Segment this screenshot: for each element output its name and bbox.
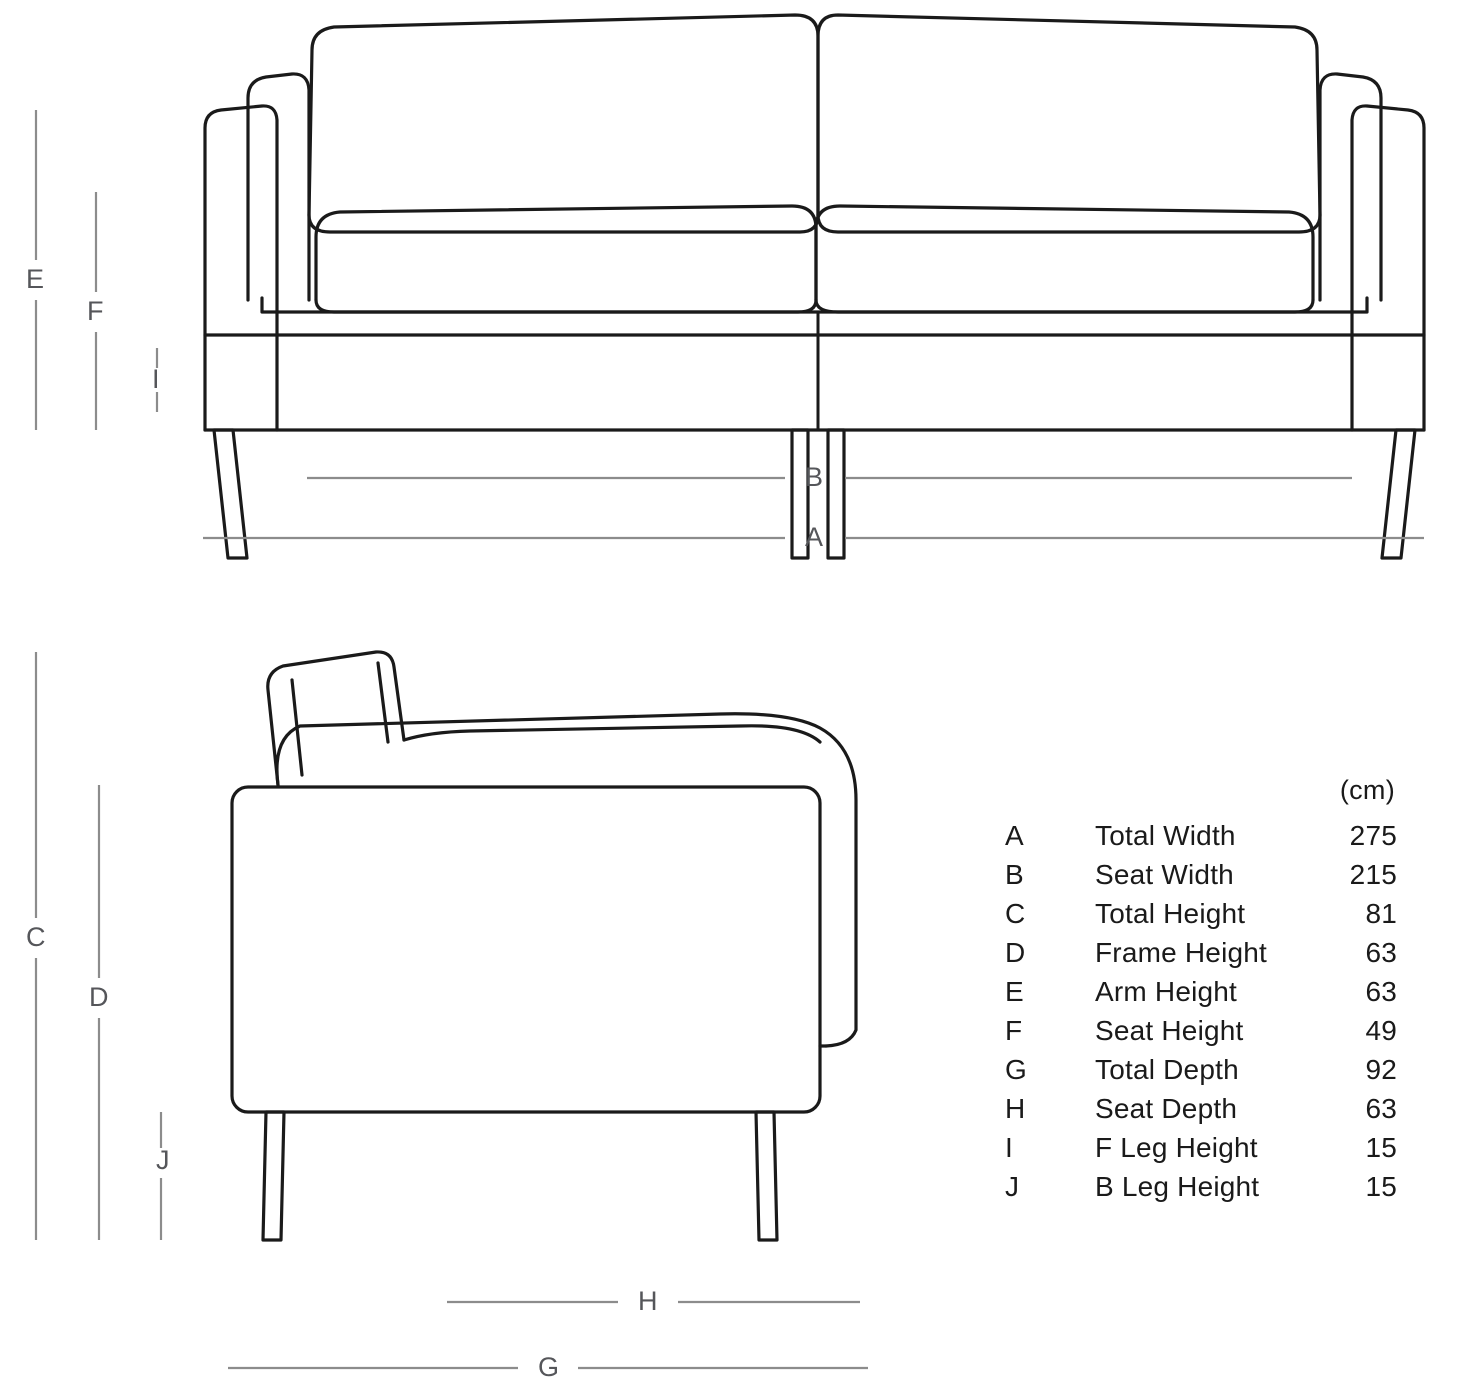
dimension-label-A: A (805, 522, 824, 552)
row-name: Seat Height (1095, 1015, 1244, 1046)
dimensions-table-rows (1005, 820, 1425, 1210)
dimension-label-J: J (156, 1145, 170, 1175)
table-row (1005, 820, 1425, 859)
table-row (1005, 937, 1425, 976)
row-name: Arm Height (1095, 976, 1238, 1007)
row-key: B (1005, 859, 1024, 890)
row-key: D (1005, 937, 1026, 968)
row-value: 15 (1365, 1132, 1397, 1163)
dimension-label-F: F (87, 296, 104, 326)
row-name: Total Height (1095, 898, 1246, 929)
row-name: Seat Depth (1095, 1093, 1238, 1124)
row-value: 63 (1365, 976, 1397, 1007)
row-key: G (1005, 1054, 1028, 1085)
table-row (1005, 898, 1425, 937)
dimension-label-B: B (805, 462, 824, 492)
row-name: Total Depth (1095, 1054, 1239, 1085)
unit-label: (cm) (1339, 775, 1395, 805)
row-value: 215 (1349, 859, 1397, 890)
row-value: 63 (1365, 1093, 1397, 1124)
dimension-label-D: D (89, 982, 109, 1012)
leg (263, 1112, 284, 1240)
row-key: A (1005, 820, 1024, 851)
dimension-label-G: G (538, 1352, 560, 1382)
row-name: Seat Width (1095, 859, 1234, 890)
row-name: Frame Height (1095, 937, 1268, 968)
row-key: I (1005, 1132, 1014, 1163)
row-value: 81 (1365, 898, 1397, 929)
row-value: 15 (1365, 1171, 1397, 1202)
dimension-label-H: H (638, 1286, 658, 1316)
row-value: 49 (1365, 1015, 1397, 1046)
leg (756, 1112, 777, 1240)
dimension-label-C: C (26, 922, 46, 952)
row-key: J (1005, 1171, 1020, 1202)
table-row (1005, 976, 1425, 1015)
row-name: B Leg Height (1095, 1171, 1260, 1202)
row-name: Total Width (1095, 820, 1236, 851)
row-key: E (1005, 976, 1024, 1007)
table-row (1005, 1015, 1425, 1054)
leg (828, 430, 844, 558)
table-row (1005, 1132, 1425, 1171)
table-row (1005, 1171, 1425, 1210)
row-name: F Leg Height (1095, 1132, 1258, 1163)
side-view-sofa (232, 652, 856, 1240)
row-value: 63 (1365, 937, 1397, 968)
dimension-label-I: I (152, 364, 161, 394)
dimension-label-E: E (26, 264, 45, 294)
row-value: 92 (1365, 1054, 1397, 1085)
table-row (1005, 859, 1425, 898)
table-row (1005, 1054, 1425, 1093)
table-row (1005, 1093, 1425, 1132)
row-key: F (1005, 1015, 1023, 1046)
row-key: C (1005, 898, 1026, 929)
row-key: H (1005, 1093, 1026, 1124)
row-value: 275 (1349, 820, 1397, 851)
